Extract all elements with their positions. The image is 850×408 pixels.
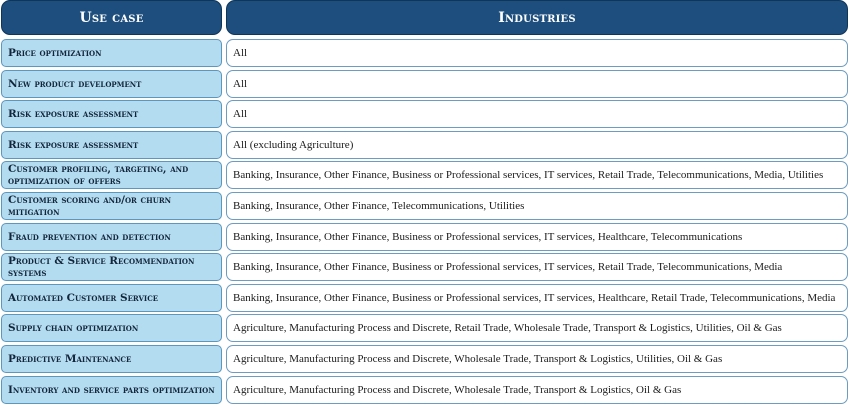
industries-cell: Banking, Insurance, Other Finance, Telecommunications, Utilities [226, 192, 848, 220]
use-case-column-header [1, 0, 222, 35]
industries-cell: Banking, Insurance, Other Finance, Business or Professional services, IT services, Healthcare, Telecommunications [226, 223, 848, 251]
use-case-cell: Customer scoring and/or churn mitigation [1, 192, 222, 220]
table-header [1, 0, 849, 35]
industries-cell: All [226, 39, 848, 67]
industries-cell: All [226, 100, 848, 128]
industries-cell: Banking, Insurance, Other Finance, Business or Professional services, IT services, Retail Trade, Telecommunications, Media [226, 253, 848, 281]
table-row [1, 161, 849, 189]
table-row [1, 284, 849, 312]
use-case-table [1, 0, 849, 406]
table-row [1, 376, 849, 404]
use-case-cell: Inventory and service parts optimization [1, 376, 222, 404]
use-case-cell: Predictive Maintenance [1, 345, 222, 373]
use-case-cell: Risk exposure assessment [1, 131, 222, 159]
table-row [1, 253, 849, 281]
use-case-cell: Price optimization [1, 39, 222, 67]
industries-cell: Agriculture, Manufacturing Process and Discrete, Retail Trade, Wholesale Trade, Transport & Logistics, Utilities, Oil & Gas [226, 314, 848, 342]
use-case-cell: Fraud prevention and detection [1, 223, 222, 251]
industries-cell: Agriculture, Manufacturing Process and Discrete, Wholesale Trade, Transport & Logistics, Utilities, Oil & Gas [226, 345, 848, 373]
use-case-cell: Automated Customer Service [1, 284, 222, 312]
industries-cell: Agriculture, Manufacturing Process and Discrete, Wholesale Trade, Transport & Logistics, Oil & Gas [226, 376, 848, 404]
industries-cell: Banking, Insurance, Other Finance, Business or Professional services, IT services, Healthcare, Retail Trade, Telecommunications, Media [226, 284, 848, 312]
table-row [1, 39, 849, 67]
use-case-cell: Customer profiling, targeting, and optimization of offers [1, 161, 222, 189]
use-case-cell: New product development [1, 70, 222, 98]
industries-cell: All (excluding Agriculture) [226, 131, 848, 159]
table-row [1, 345, 849, 373]
use-case-cell: Supply chain optimization [1, 314, 222, 342]
use-case-cell: Product & Service Recommendation systems [1, 253, 222, 281]
table-row [1, 100, 849, 128]
use-case-cell: Risk exposure assessment [1, 100, 222, 128]
table-row [1, 192, 849, 220]
industries-cell: All [226, 70, 848, 98]
table-row [1, 223, 849, 251]
table-row [1, 70, 849, 98]
industries-column-header [226, 0, 848, 35]
use-case-header-label: Use case [79, 9, 144, 26]
industries-cell: Banking, Insurance, Other Finance, Business or Professional services, IT services, Retail Trade, Telecommunications, Media, Utilities [226, 161, 848, 189]
industries-header-label: Industries [498, 9, 576, 26]
table-row [1, 131, 849, 159]
table-row [1, 314, 849, 342]
